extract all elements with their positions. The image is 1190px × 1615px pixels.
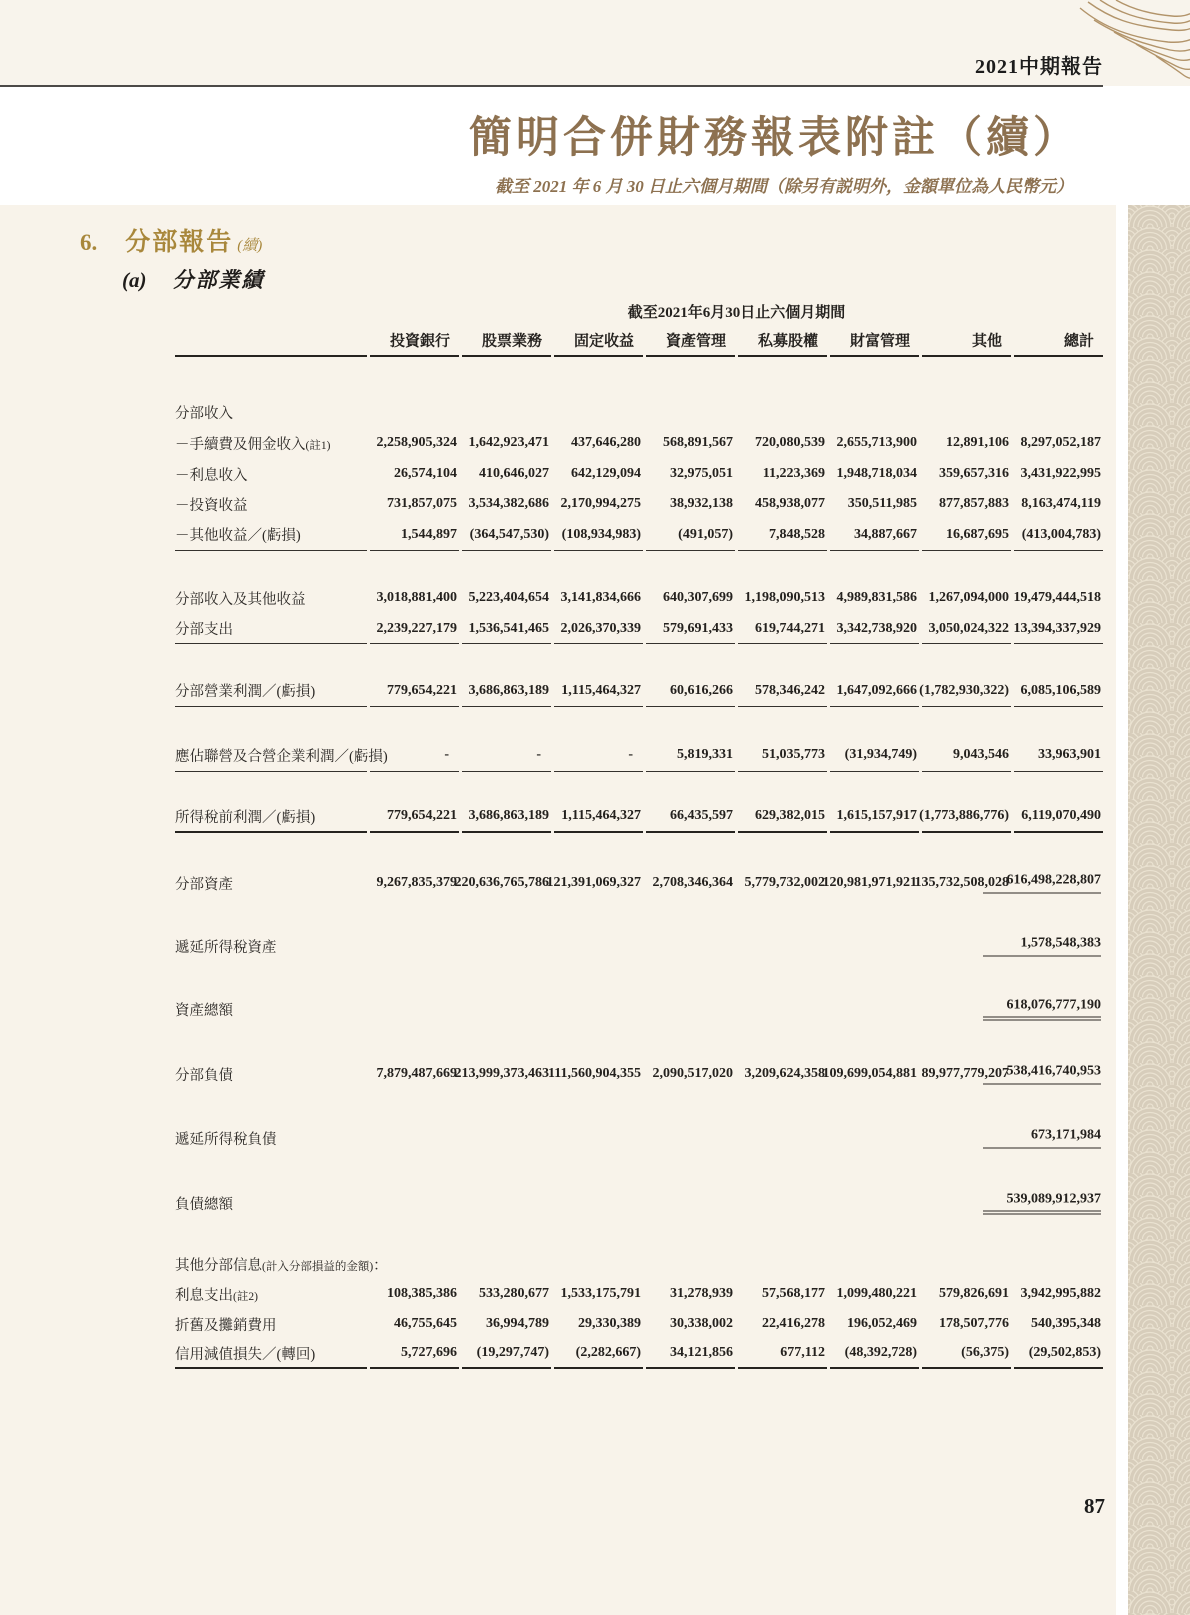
cell-value: 538,416,740,953 (1014, 1058, 1103, 1090)
cell-value: 3,342,738,920 (830, 614, 919, 644)
cell-value (646, 1187, 735, 1219)
cell-value: 619,744,271 (738, 614, 827, 644)
cell-value (830, 1122, 919, 1154)
cell-value (554, 930, 643, 962)
cell-value: 4,989,831,586 (836, 590, 917, 605)
cell-value: (31,934,749) (830, 739, 919, 772)
column-header: 投資銀行 (370, 324, 459, 357)
cell-value: 437,646,280 (571, 435, 641, 450)
row-label: 分部支出 (175, 614, 367, 644)
table-row (175, 1309, 1103, 1339)
row-label: －其他收益／(虧損) (175, 519, 367, 551)
row-label: 分部營業利潤／(虧損) (175, 675, 367, 707)
spacer-row (175, 962, 1103, 993)
cell-value: 1,615,157,917 (830, 801, 919, 833)
cell-value: (413,004,783) (1014, 519, 1103, 551)
cell-value: 2,090,517,020 (652, 1066, 733, 1081)
row-label: 信用減值損失／(轉回) (175, 1339, 367, 1369)
row-label: 負債總額 (175, 1196, 233, 1213)
cell-value: 2,708,346,364 (652, 875, 733, 890)
table-row (175, 867, 1103, 899)
cell-value: 578,346,242 (738, 675, 827, 707)
cell-value: 12,891,106 (946, 435, 1009, 450)
cell-value: 11,223,369 (762, 466, 825, 481)
cell-value: 33,963,901 (1014, 739, 1103, 772)
cell-value: 31,278,939 (670, 1286, 733, 1301)
cell-value (738, 993, 827, 1025)
cell-value: 1,115,464,327 (554, 675, 643, 707)
cell-value: 616,498,228,807 (1014, 867, 1103, 899)
cell-value: - (554, 739, 643, 772)
period-header-row (175, 298, 1103, 324)
segment-results-table (172, 298, 1106, 1369)
cell-value: 1,099,480,221 (836, 1286, 917, 1301)
header-rule (0, 85, 1103, 87)
table-row (175, 614, 1103, 644)
row-label: 資產總額 (175, 1002, 233, 1019)
cell-value (370, 1122, 459, 1154)
cell-value: 2,239,227,179 (370, 614, 459, 644)
table-row (175, 993, 1103, 1025)
cell-value: (108,934,983) (554, 519, 643, 551)
cell-value: (364,547,530) (462, 519, 551, 551)
cell-value: 1,267,094,000 (928, 590, 1009, 605)
cell-value (370, 1187, 459, 1219)
row-label: －利息收入 (175, 467, 248, 484)
spacer-row (175, 1154, 1103, 1187)
cell-value: 46,755,645 (394, 1316, 457, 1331)
cell-value (554, 1122, 643, 1154)
row-label: 遞延所得稅負債 (175, 1131, 277, 1148)
cell-value: 779,654,221 (370, 675, 459, 707)
spacer-row (175, 1090, 1103, 1122)
cell-value: 7,848,528 (738, 519, 827, 551)
cell-value: (1,782,930,322) (922, 675, 1011, 707)
cell-value: 9,043,546 (922, 739, 1011, 772)
spacer-row (175, 551, 1103, 582)
cell-value: 1,647,092,666 (830, 675, 919, 707)
cell-value: (19,297,747) (462, 1339, 551, 1369)
cell-value: (2,282,667) (554, 1339, 643, 1369)
cell-value: - (462, 739, 551, 772)
cell-value: 458,938,077 (755, 496, 825, 511)
cell-value: 540,395,348 (1031, 1316, 1102, 1331)
cell-value: 3,686,863,189 (462, 801, 551, 833)
cell-value: 109,699,054,881 (822, 1066, 917, 1081)
row-label: 分部負債 (175, 1067, 233, 1084)
cell-value: 108,385,386 (387, 1286, 457, 1301)
cell-value: 120,981,971,921 (822, 875, 917, 890)
seigaiha-pattern-band (1128, 205, 1190, 1615)
cell-value: (29,502,853) (1014, 1339, 1103, 1369)
cell-value: 3,141,834,666 (560, 590, 641, 605)
subsection-header (122, 264, 265, 294)
cell-value: 618,076,777,190 (1014, 993, 1103, 1025)
cell-value: 5,819,331 (646, 739, 735, 772)
cell-value: 29,330,389 (578, 1316, 641, 1331)
section-label-row (175, 397, 1103, 427)
cell-value: 2,258,905,324 (376, 435, 457, 450)
cell-value: 220,636,765,786 (454, 875, 549, 890)
table-row (175, 582, 1103, 614)
spacer-row (175, 899, 1103, 930)
cell-value (646, 993, 735, 1025)
table-row (175, 1122, 1103, 1154)
cell-value: 5,223,404,654 (468, 590, 549, 605)
cell-value: 359,657,316 (939, 466, 1009, 481)
cell-value: 3,209,624,358 (744, 1066, 825, 1081)
spacer-row (175, 644, 1103, 675)
segment-table (172, 298, 1106, 1369)
cell-value: (48,392,728) (830, 1339, 919, 1369)
cell-value: 1,198,090,513 (744, 590, 825, 605)
table-row (175, 1339, 1103, 1369)
cell-value: 677,112 (738, 1339, 827, 1369)
cell-value: (56,375) (922, 1339, 1011, 1369)
right-gutter (1116, 205, 1128, 1615)
subsection-label: (a) (122, 268, 147, 292)
row-label: 其他分部信息(計入分部損益的金額)： (175, 1257, 388, 1274)
cell-value: 629,382,015 (738, 801, 827, 833)
cell-value: 3,534,382,686 (468, 496, 549, 511)
cell-value: 121,391,069,327 (546, 875, 641, 890)
cell-value: 3,018,881,400 (376, 590, 457, 605)
cell-value: 34,121,856 (646, 1339, 735, 1369)
cell-value: 7,879,487,669 (376, 1066, 457, 1081)
cell-value: 1,578,548,383 (1014, 930, 1103, 962)
cell-value: 3,431,922,995 (1020, 466, 1102, 481)
section-label-row (175, 1249, 1103, 1279)
cell-value: 51,035,773 (738, 739, 827, 772)
cell-value (830, 930, 919, 962)
cell-value: 36,994,789 (486, 1316, 549, 1331)
cell-value: 1,536,541,465 (462, 614, 551, 644)
column-header-row (175, 324, 1103, 357)
table-row (175, 489, 1103, 519)
column-header: 其他 (922, 324, 1011, 357)
cell-value (646, 1122, 735, 1154)
cell-value: 38,932,138 (670, 496, 733, 511)
table-row (175, 801, 1103, 833)
page-number: 87 (1084, 1494, 1105, 1518)
cell-value: (1,773,886,776) (922, 801, 1011, 833)
column-header: 股票業務 (462, 324, 551, 357)
cell-value: 1,642,923,471 (468, 435, 549, 450)
cell-value (646, 930, 735, 962)
cell-value: 579,691,433 (646, 614, 735, 644)
period-header: 截至2021年6月30日止六個月期間 (627, 304, 846, 321)
cell-value (370, 930, 459, 962)
document-title: 簡明合併財務報表附註（續） (469, 115, 1080, 162)
cell-value: 5,727,696 (370, 1339, 459, 1369)
document-subtitle: 截至 2021 年 6 月 30 日止六個月期間（除另有説明外，金額單位為人民幣元） (495, 177, 1073, 196)
cell-value (830, 1187, 919, 1219)
cell-value: 350,511,985 (847, 496, 917, 511)
cell-value: 213,999,373,463 (454, 1066, 549, 1081)
cell-value: 1,533,175,791 (560, 1286, 641, 1301)
cell-value: 89,977,779,207 (921, 1066, 1009, 1081)
column-header: 總計 (1014, 324, 1103, 357)
section-number: 6. (80, 230, 98, 255)
cell-value: 673,171,984 (1014, 1122, 1103, 1154)
spacer-row (175, 707, 1103, 739)
section-continued-label: (續) (237, 238, 263, 254)
cell-value: - (370, 739, 459, 772)
cell-value: 135,732,508,028 (914, 875, 1009, 890)
cell-value: (491,057) (646, 519, 735, 551)
cell-value: 5,779,732,002 (744, 875, 825, 890)
column-header: 資產管理 (646, 324, 735, 357)
cell-value (738, 1122, 827, 1154)
table-row (175, 930, 1103, 962)
spacer-row (175, 833, 1103, 867)
cell-value: 1,948,718,034 (836, 466, 917, 481)
cell-value: 720,080,539 (755, 435, 825, 450)
cell-value: 539,089,912,937 (1014, 1187, 1103, 1219)
cell-value: 1,115,464,327 (554, 801, 643, 833)
cell-value: 19,479,444,518 (1013, 590, 1102, 605)
cell-value: 2,026,370,339 (554, 614, 643, 644)
cell-value: 2,655,713,900 (836, 435, 917, 450)
cell-value: 13,394,337,929 (1014, 614, 1103, 644)
subsection-title: 分部業績 (172, 268, 265, 292)
cell-value (554, 1187, 643, 1219)
cell-value (738, 930, 827, 962)
row-label: 利息支出(註2) (175, 1287, 258, 1304)
cell-value: 642,129,094 (571, 466, 641, 481)
cell-value: 877,857,883 (939, 496, 1009, 511)
table-row (175, 675, 1103, 707)
cell-value: 6,119,070,490 (1014, 801, 1103, 833)
cell-value: 66,435,597 (646, 801, 735, 833)
column-header: 財富管理 (830, 324, 919, 357)
row-label: 折舊及攤銷費用 (175, 1317, 277, 1334)
table-row (175, 1058, 1103, 1090)
cell-value: 8,297,052,187 (1020, 435, 1102, 450)
cell-value: 640,307,699 (663, 590, 733, 605)
table-row (175, 1187, 1103, 1219)
cell-value: 6,085,106,589 (1014, 675, 1103, 707)
cell-value (554, 993, 643, 1025)
cell-value: 3,686,863,189 (462, 675, 551, 707)
row-label: 應佔聯營及合營企業利潤／(虧損) (175, 739, 367, 772)
spacer-row (175, 772, 1103, 801)
cell-value: 410,646,027 (479, 466, 549, 481)
cell-value: 2,170,994,275 (560, 496, 641, 511)
row-label: 分部資產 (175, 876, 233, 893)
cell-value: 60,616,266 (646, 675, 735, 707)
cell-value: 533,280,677 (479, 1286, 549, 1301)
table-row (175, 739, 1103, 772)
column-header: 固定收益 (554, 324, 643, 357)
cell-value: 30,338,002 (670, 1316, 733, 1331)
table-row (175, 459, 1103, 489)
row-label: －手續費及佣金收入(註1) (175, 436, 331, 453)
cell-value: 22,416,278 (762, 1316, 825, 1331)
cell-value: 26,574,104 (394, 466, 457, 481)
spacer-row (175, 357, 1103, 397)
cell-value (462, 1122, 551, 1154)
section-title: 分部報告 (125, 229, 234, 256)
cell-value: 779,654,221 (370, 801, 459, 833)
cell-value: 3,050,024,322 (922, 614, 1011, 644)
table-row (175, 519, 1103, 551)
cell-value: 111,560,904,355 (548, 1066, 641, 1081)
cell-value: 178,507,776 (939, 1316, 1009, 1331)
report-type-label: 2021中期報告 (975, 56, 1103, 78)
cell-value: 34,887,667 (830, 519, 919, 551)
cell-value: 3,942,995,882 (1020, 1286, 1102, 1301)
cell-value: 57,568,177 (762, 1286, 825, 1301)
cell-value (462, 1187, 551, 1219)
row-label: 遞延所得稅資產 (175, 939, 277, 956)
cell-value: 1,544,897 (370, 519, 459, 551)
cell-value (370, 993, 459, 1025)
cell-value: 8,163,474,119 (1021, 496, 1102, 511)
cell-value: 731,857,075 (387, 496, 457, 511)
row-label: 分部收入及其他收益 (175, 591, 306, 608)
cell-value: 9,267,835,379 (376, 875, 457, 890)
cell-value: 196,052,469 (847, 1316, 917, 1331)
column-header: 私募股權 (738, 324, 827, 357)
table-row (175, 427, 1103, 459)
cell-value (462, 993, 551, 1025)
cell-value: 16,687,695 (922, 519, 1011, 551)
cell-value: 32,975,051 (670, 466, 733, 481)
spacer-row (175, 1025, 1103, 1058)
row-label: －投資收益 (175, 497, 248, 514)
cell-value (830, 993, 919, 1025)
row-label: 分部收入 (175, 405, 233, 422)
cell-value: 579,826,691 (939, 1286, 1009, 1301)
cell-value (462, 930, 551, 962)
cell-value: 568,891,567 (663, 435, 733, 450)
cell-value (738, 1187, 827, 1219)
section-header (80, 222, 262, 258)
table-row (175, 1279, 1103, 1309)
row-label: 所得稅前利潤／(虧損) (175, 801, 367, 833)
spacer-row (175, 1219, 1103, 1249)
